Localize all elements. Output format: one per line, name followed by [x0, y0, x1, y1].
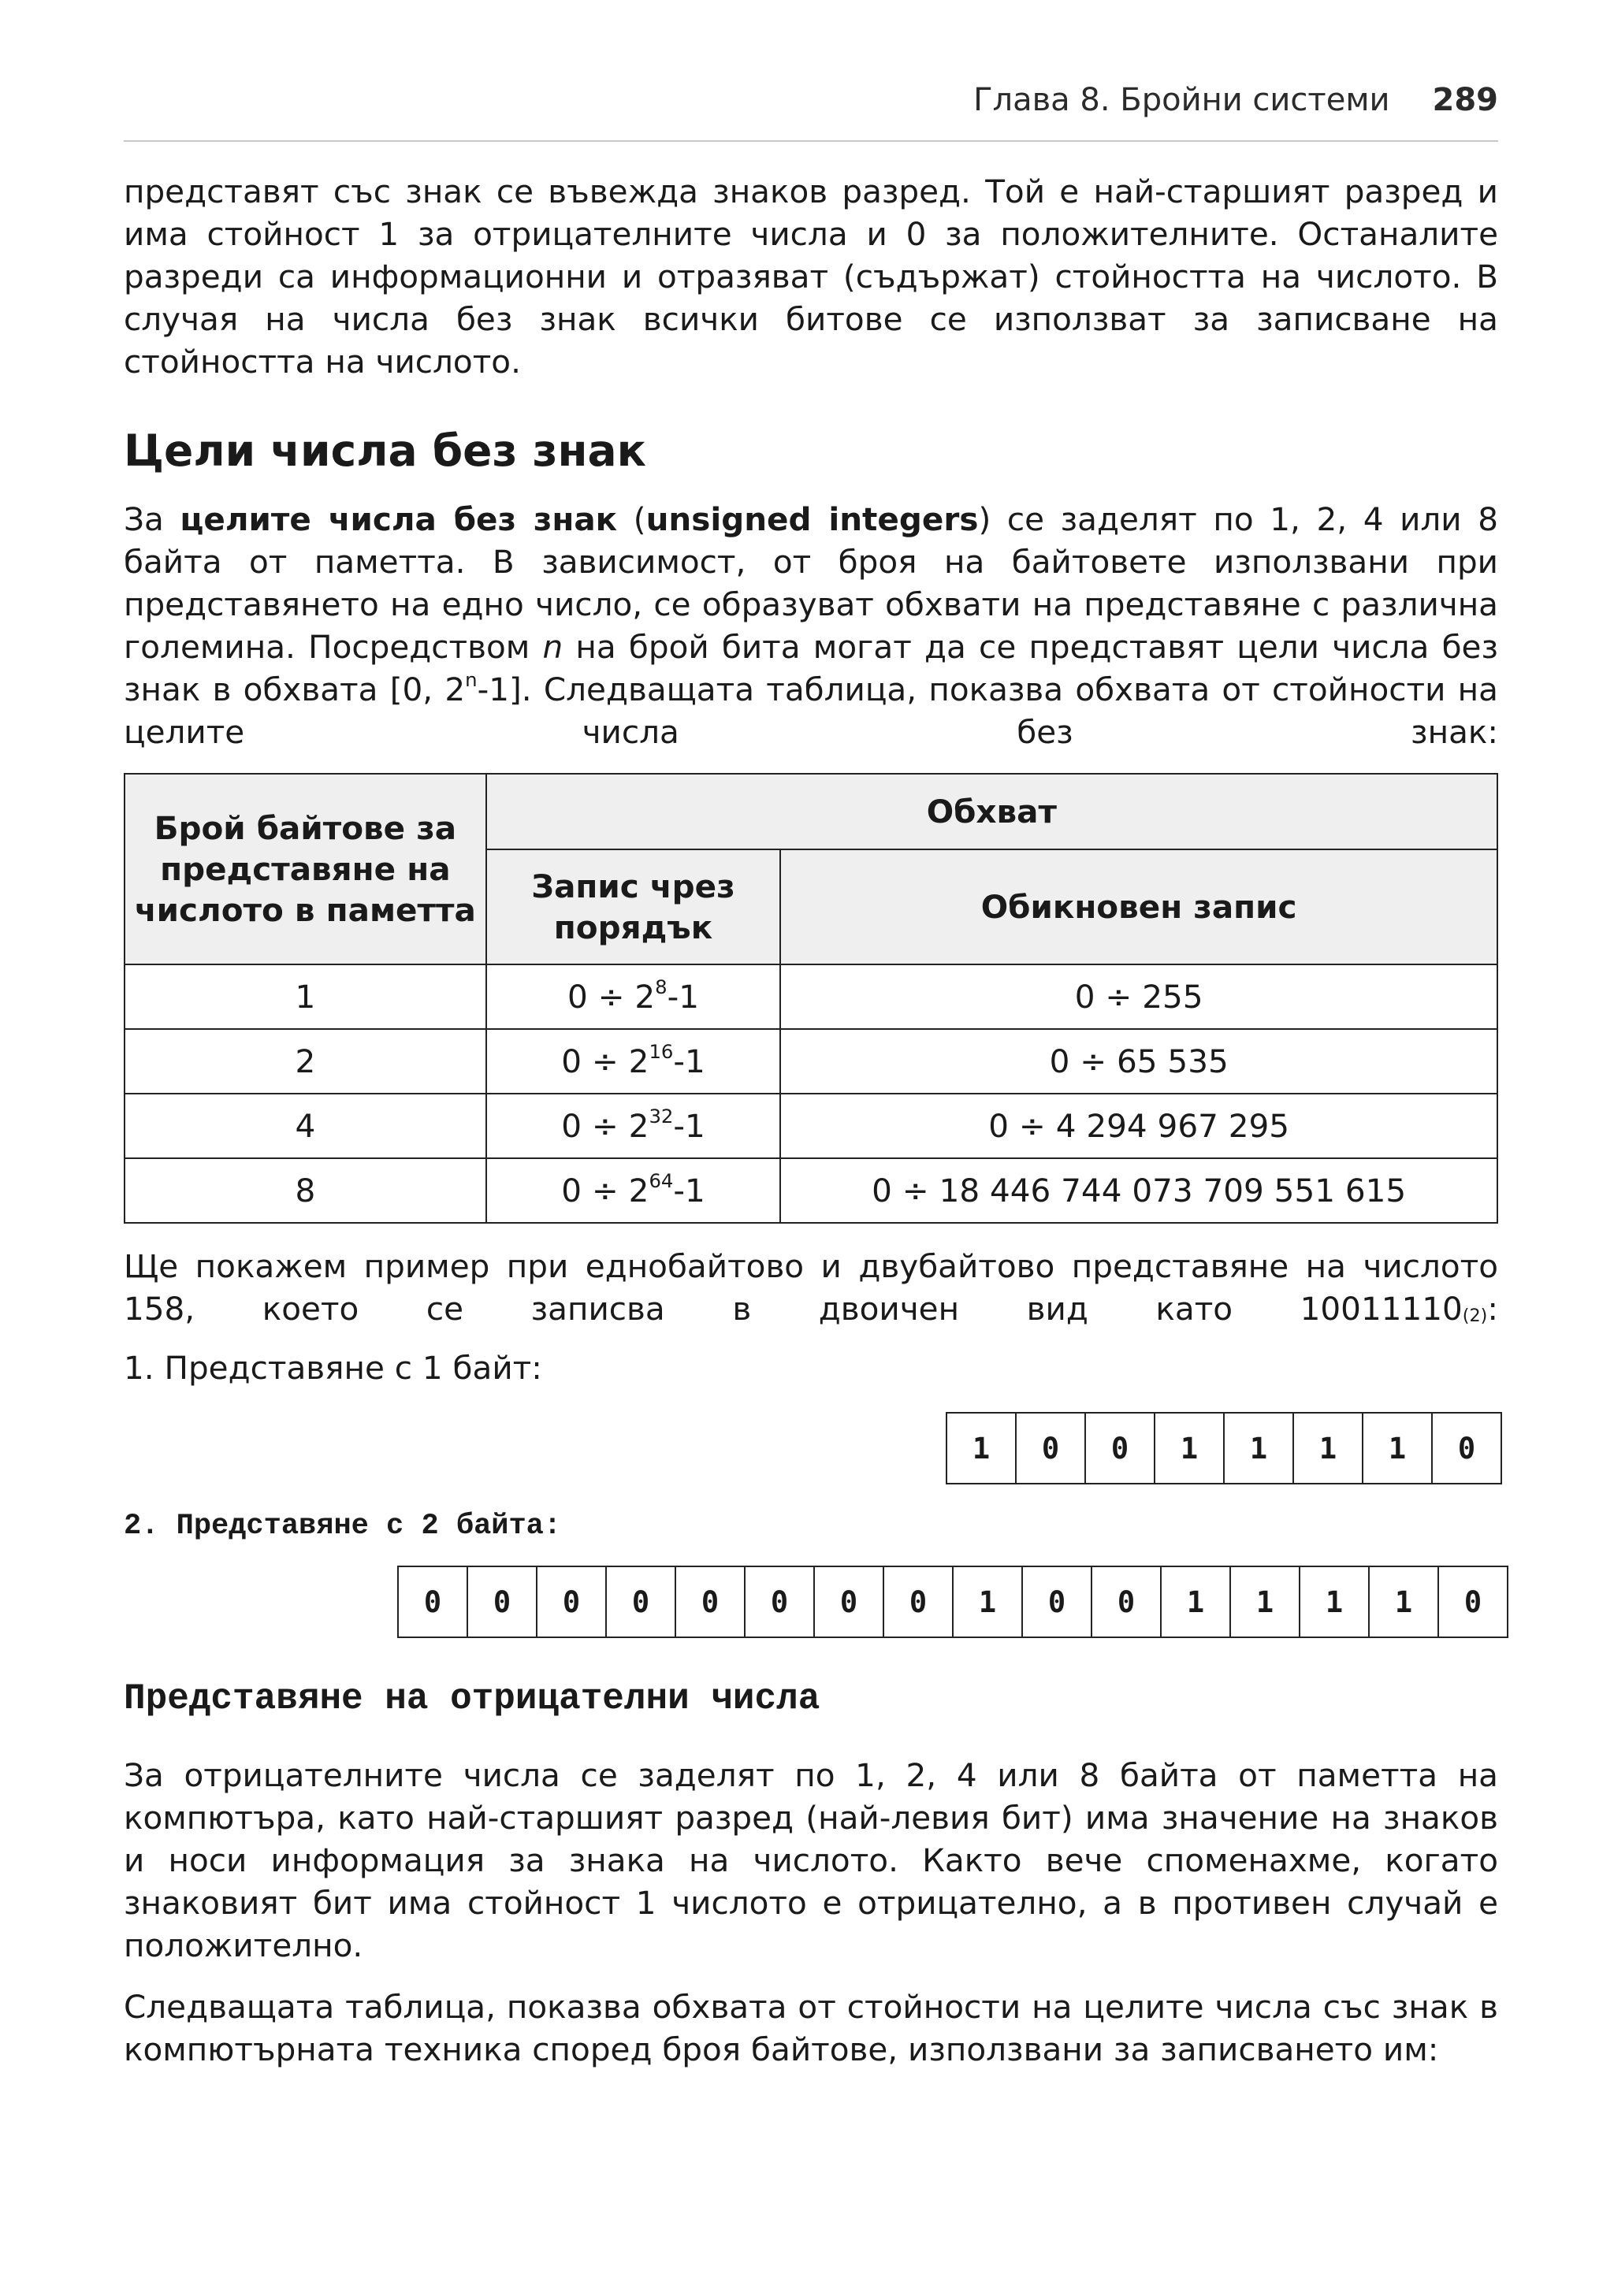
bit-cell: 0 — [1437, 1567, 1507, 1637]
header-rule — [124, 140, 1498, 142]
two-byte-bits — [397, 1566, 1508, 1638]
bit-cell: 1 — [952, 1567, 1021, 1637]
bit-cell: 1 — [1160, 1567, 1229, 1637]
section-title-unsigned: Цели числа без знак — [124, 425, 646, 476]
two-byte-label: 2. Представяне с 2 байта: — [124, 1510, 562, 1543]
header-power: Запис чрез порядък — [486, 849, 781, 964]
bit-cell: 1 — [1229, 1567, 1299, 1637]
page-number: 289 — [1432, 82, 1498, 118]
chapter-title: Глава 8. Бройни системи — [973, 82, 1390, 118]
header-bytes: Брой байтове за представяне на числото в паметта — [125, 774, 486, 964]
unsigned-range-table — [124, 773, 1498, 1224]
bit-cell: 1 — [972, 1431, 991, 1466]
bit-cell: 0 — [605, 1567, 675, 1637]
negative-table-intro: Следващата таблица, показва обхвата от стойности на целите числа със знак в компютърната техника според броя байтове, използвани за записването им: — [124, 1988, 1498, 2068]
table-row: 1 $0 \div 2^8-1$ 0 ÷ 255 — [125, 964, 1497, 1029]
bit-cell: 1 — [1154, 1414, 1223, 1483]
bit-cell: 0 — [744, 1567, 813, 1637]
table-row: 8 $0 \div 2^{64}-1$ 0 ÷ 18 446 744 073 709 551 615 — [125, 1158, 1497, 1223]
section-title-negative: Представяне на отрицателни числа — [124, 1678, 820, 1719]
intro-paragraph: представят със знак се въвежда знаков разред. Той е най-старшият разред и има стойност 1 за отрицателните числа и 0 за положителните. Останалите разреди са информационни и отразяват (съдържат) стойността на числото. В случая на числа без знак всички битове се използват за записване на стойността на числото. — [124, 173, 1498, 381]
header-plain: Обикновен запис — [780, 849, 1497, 964]
bit-cell: 1 — [1362, 1414, 1431, 1483]
one-byte-bits — [946, 1412, 1502, 1484]
bit-cell: 0 — [1084, 1414, 1154, 1483]
bit-cell: 1 — [1368, 1567, 1437, 1637]
example-paragraph: Ще покажем пример при еднобайтово и двубайтово представяне на числото 158, което се записва в двоичен вид като 10011110(2): — [124, 1247, 1498, 1328]
bit-cell: 0 — [423, 1585, 442, 1619]
bit-cell: 0 — [1431, 1414, 1501, 1483]
one-byte-label: 1. Представяне с 1 байт: — [124, 1349, 542, 1387]
bit-cell: 0 — [1021, 1567, 1091, 1637]
running-header — [973, 82, 1498, 118]
unsigned-paragraph: За целите числа без знак (unsigned integers) се заделят по 1, 2, 4 или 8 байта от паметта. В зависимост, от броя на байтовете използвани при представянето на едно число, се образуват обхвати на представяне с различна големина. Посредством n на брой бита могат да се представят цели числа без знак в обхвата [0, 2$^n$-1]. Следващата таблица, показва обхвата от стойности на целите числа без знак: — [124, 500, 1499, 751]
negative-paragraph: За отрицателните числа се заделят по 1, 2, 4 или 8 байта от паметта на компютъра, като най-старшият разред (най-левия бит) има значение на знаков и носи информация за знака на числото. Както вече споменахме, когато знаковият бит има стойност 1 числото е отрицателно, а в противен случай е положително. — [124, 1756, 1498, 1964]
bit-cell: 1 — [1299, 1567, 1368, 1637]
bit-cell: 0 — [1091, 1567, 1160, 1637]
header-range: Обхват — [486, 774, 1497, 849]
bit-cell: 0 — [467, 1567, 536, 1637]
bit-cell: 0 — [883, 1567, 952, 1637]
bit-cell: 0 — [536, 1567, 605, 1637]
bit-cell: 0 — [1015, 1414, 1084, 1483]
table-row: 4 $0 \div 2^{32}-1$ 0 ÷ 4 294 967 295 — [125, 1094, 1497, 1158]
bit-cell: 1 — [1223, 1414, 1292, 1483]
bit-cell: 1 — [1292, 1414, 1362, 1483]
bit-cell: 0 — [675, 1567, 744, 1637]
table-row: 2 $0 \div 2^{16}-1$ 0 ÷ 65 535 — [125, 1029, 1497, 1094]
bit-cell: 0 — [813, 1567, 883, 1637]
